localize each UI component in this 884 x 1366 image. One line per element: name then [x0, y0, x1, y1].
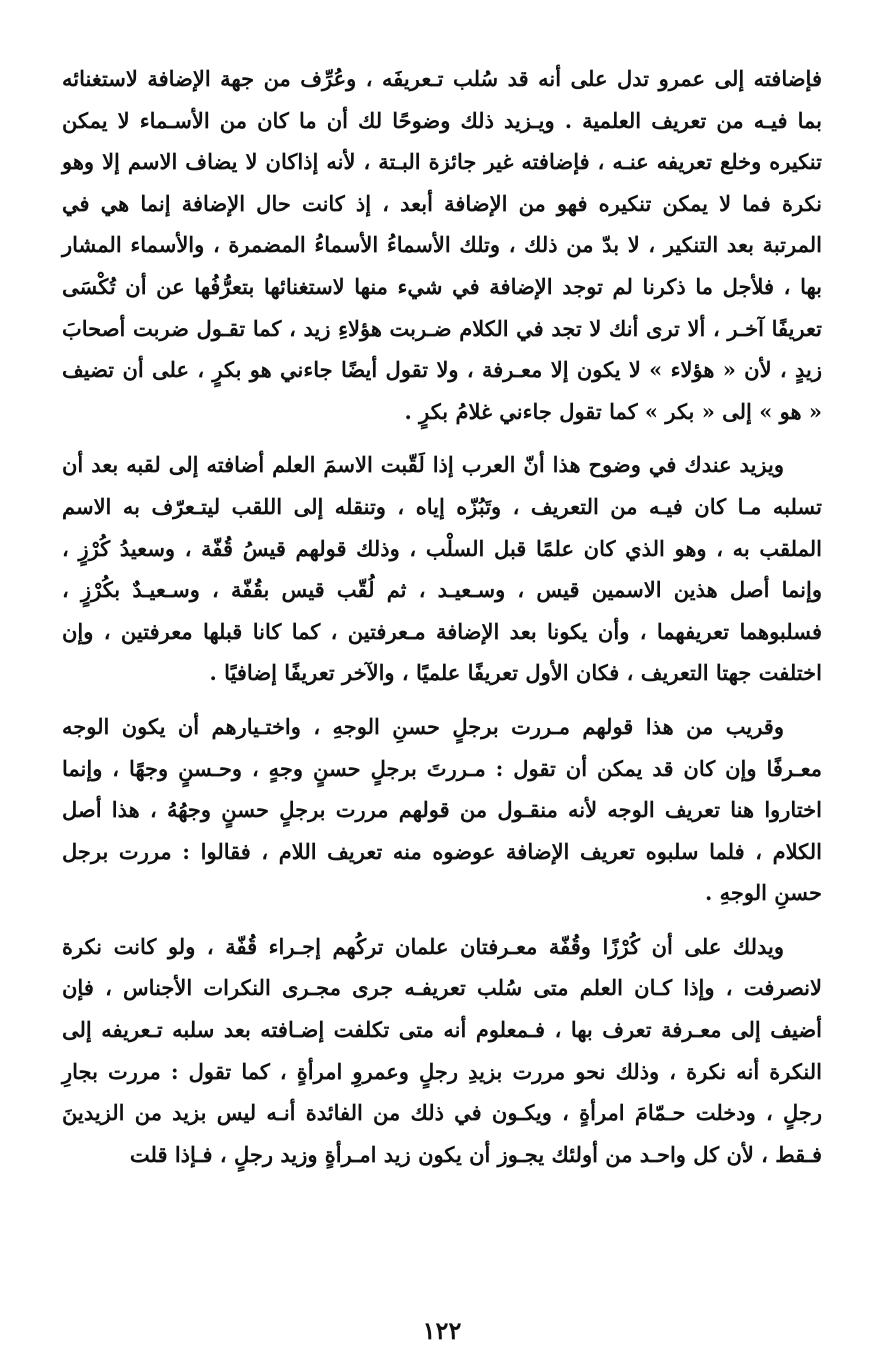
page-number: ١٢٢ — [422, 1316, 462, 1345]
document-page — [62, 58, 822, 1187]
paragraph-4: ويدلك على أن كُرْزًا وقُفّة معـرفتان علمان تركُهم إجـراء قُفّة ، ولو كانت نكرة لانصرفت ، وإذا كـان العلم متى سُلب تعريفـه جرى مجـرى النكرات الأجناس ، فإن أضيف إلى معـرفة تعرف بها ، فـمعلوم أنه متى تكلفت إضـافته بعد سلبه تـعريفه إلى النكرة أنه نكرة ، وذلك نحو مررت بزيدِ رجلٍ وعمروِ امرأةٍ ، كما تقول : مررت بجارِ رجلٍ ، ودخلت حـمّامَ امرأةٍ ، ويكـون في ذلك من الفائدة أنـه ليس بزيد من الزيدينَ فـقط ، لأن كل واحـد من أولئك يجـوز أن يكون زيد امـرأةٍ وزيد رجلٍ ، فـإذا قلت — [62, 933, 822, 1167]
paragraph-3: وقريب من هذا قولهم مـررت برجلٍ حسنِ الوجهِ ، واختـيارهم أن يكون الوجه معـرفًا وإن كان قد يمكن أن تقول : مـررتَ برجلٍ حسنٍ وجهٍ ، وحـسنٍ وجهًا ، وإنما اختاروا هنا تعريف الوجه لأنه منقـول من قولهم مررت برجلٍ حسنٍ وجهُهُ ، هذا أصل الكلام ، فلما سلبوه تعريف الإضافة عوضوه منه تعريف اللام ، فقالوا : مررت برجل حسنِ الوجهِ . — [62, 713, 822, 906]
paragraph-1: فإضافته إلى عمرو تدل على أنه قد سُلب تـعريفَه ، وعُرِّف من جهة الإضافة لاستغنائه بما فيـه من تعريف العلمية . ويـزيد ذلك وضوحًا لك أن ما كان من الأسـماء لا يمكن تنكيره وخلع تعريفه عنـه ، فإضافته غير جائزة البـتة ، لأنه إذاكان لا يضاف الاسم إلا وهو نكرة فما لا يمكن تنكيره فهو من الإضافة أبعد ، إذ كانت حال الإضافة إنما هي في المرتبة بعد التنكير ، لا بدّ من ذلك ، وتلك الأسماءُ الأسماءُ المضمرة ، والأسماء المشار بها ، فلأجل ما ذكرنا لم توجد الإضافة في شيء منها لاستغنائها بتعرُّفُها عن أن تُكْسَى تعريفًا آخـر ، ألا ترى أنك لا تجد في الكلام ضـربت هؤلاءِ زيد ، كما تقـول ضربت أصحابَ زيدٍ ، لأن « هؤلاء » لا يكون إلا معـرفة ، ولا تقول أيضًا جاءني هو بكرٍ ، على أن تضيف « هو » إلى « بكر » كما تقول جاءني غلامُ بكرٍ . — [62, 66, 822, 424]
paragraph-2: ويزيد عندك في وضوح هذا أنّ العرب إذا لَقّبت الاسمَ العلم أضافته إلى لقبه بعد أن تسلبه مـا كان فيـه من التعريف ، وتَبُزّه إياه ، وتنقله إلى اللقب ليتـعرّف به الاسم الملقب به ، وهو الذي كان علمًا قبل السلْب ، وذلك قولهم قيسُ قُفّة ، وسعيدُ كُرْزٍ ، وإنما أصل هذين الاسمين قيس ، وسـعيـد ، ثم لُقّب قيس بقُفّة ، وسـعيـدٌ بكُرْزٍ ، فسلبوهما تعريفهما ، وأن يكونا بعد الإضافة مـعرفتين ، كما كانا قبلها معرفتين ، وإن اختلفت جهتا التعريف ، فكان الأول تعريفًا علميًا ، والآخر تعريفًا إضافيًا . — [62, 452, 822, 686]
